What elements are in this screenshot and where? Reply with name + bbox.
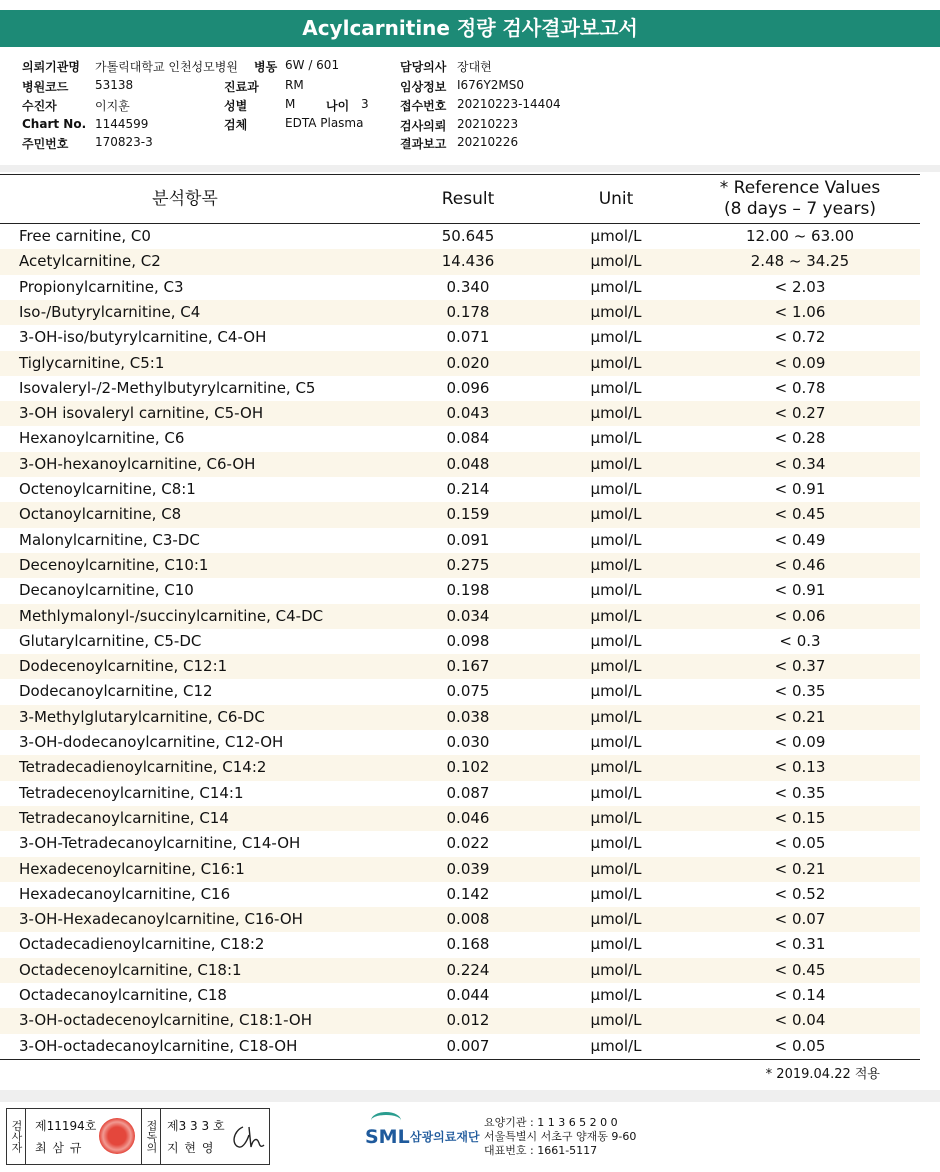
- unit-value: μmol/L: [590, 429, 642, 448]
- info-label: 진료과: [224, 80, 259, 94]
- unit-value: μmol/L: [590, 302, 642, 321]
- info-value: 장대현: [457, 60, 492, 74]
- analyte-name: Methlymalonyl-/succinylcarnitine, C4-DC: [19, 606, 324, 625]
- unit-value: μmol/L: [590, 859, 642, 878]
- unit-value: μmol/L: [590, 252, 642, 271]
- reference-value: < 0.09: [774, 353, 826, 372]
- reference-value: < 0.21: [774, 859, 826, 878]
- info-label: 결과보고: [400, 137, 447, 151]
- info-value: EDTA Plasma: [285, 116, 364, 130]
- signer-role-vertical: [7, 1109, 26, 1164]
- unit-value: μmol/L: [590, 277, 642, 296]
- result-value: 0.167: [446, 657, 490, 676]
- header-result: Result: [441, 188, 495, 209]
- analyte-name: Octenoylcarnitine, C8:1: [19, 480, 196, 498]
- analyte-name: 3-OH-octadecenoylcarnitine, C18:1-OH: [19, 1011, 313, 1030]
- table-row: [0, 300, 920, 325]
- reference-value: < 0.13: [774, 758, 826, 777]
- unit-value: μmol/L: [590, 707, 642, 726]
- table-row: [0, 502, 920, 527]
- analyte-name: Decenoylcarnitine, C10:1: [19, 555, 209, 574]
- info-label: 검체: [224, 118, 248, 132]
- table-row: [0, 857, 920, 882]
- analyte-name: Acetylcarnitine, C2: [19, 252, 161, 271]
- result-value: 0.275: [446, 555, 490, 574]
- result-value: 0.178: [446, 302, 490, 321]
- info-label: 병동: [254, 60, 278, 74]
- unit-value: μmol/L: [590, 910, 642, 929]
- analyte-name: Octadecenoylcarnitine, C18:1: [19, 960, 242, 979]
- table-row: [0, 755, 920, 780]
- reference-value: < 0.49: [774, 530, 826, 549]
- table-row: [0, 1034, 920, 1059]
- result-value: 0.046: [446, 808, 490, 827]
- result-value: 0.098: [446, 631, 490, 650]
- analyte-name: Free carnitine, C0: [19, 227, 151, 245]
- analyte-name: 3-OH isovaleryl carnitine, C5-OH: [19, 404, 264, 423]
- analyte-name: Octadecanoylcarnitine, C18: [19, 986, 227, 1004]
- info-value: 20210226: [457, 135, 519, 149]
- reader-name: 지 현 영: [167, 1141, 215, 1155]
- reference-value: < 0.52: [774, 884, 826, 903]
- reference-value: < 0.78: [774, 378, 826, 397]
- analyte-name: Tiglycarnitine, C5:1: [19, 353, 165, 372]
- result-value: 0.142: [446, 884, 490, 903]
- reference-value: < 0.15: [774, 808, 826, 827]
- info-value: 3: [361, 97, 369, 111]
- table-row: [0, 679, 920, 704]
- analyte-name: Dodecanoylcarnitine, C12: [19, 682, 213, 701]
- unit-value: μmol/L: [590, 834, 642, 853]
- analyte-name: Tetradecanoylcarnitine, C14: [19, 808, 229, 827]
- reader-role-vertical: [141, 1109, 161, 1164]
- reference-value: < 0.34: [774, 454, 826, 473]
- result-value: 0.091: [446, 530, 490, 549]
- patient-info: [0, 50, 940, 165]
- unit-value: μmol/L: [590, 783, 642, 802]
- analyte-name: Octadecadienoylcarnitine, C18:2: [19, 935, 265, 954]
- signer-license: 제11194호: [35, 1119, 97, 1133]
- table-row: [0, 831, 920, 856]
- analyte-name: Dodecenoylcarnitine, C12:1: [19, 657, 228, 676]
- analyte-name: 3-OH-iso/butyrylcarnitine, C4-OH: [19, 328, 267, 347]
- result-value: 0.214: [446, 480, 490, 498]
- table-row: [0, 983, 920, 1008]
- analyte-name: 3-Methylglutarylcarnitine, C6-DC: [19, 707, 265, 726]
- result-value: 14.436: [441, 252, 495, 271]
- reference-value: < 0.09: [774, 733, 826, 751]
- info-value: 6W / 601: [285, 58, 340, 72]
- result-value: 0.030: [446, 733, 490, 751]
- header-reference-line2: (8 days – 7 years): [724, 199, 876, 219]
- table-row: [0, 224, 920, 249]
- result-value: 0.034: [446, 606, 490, 625]
- analyte-name: Hexadecanoylcarnitine, C16: [19, 884, 231, 903]
- table-row: [0, 907, 920, 932]
- table-row: [0, 730, 920, 755]
- unit-value: μmol/L: [590, 935, 642, 954]
- reference-value: < 0.45: [774, 505, 826, 524]
- reference-value: < 0.35: [774, 783, 826, 802]
- reference-value: 2.48 ~ 34.25: [750, 252, 850, 271]
- reference-value: < 1.06: [774, 302, 826, 321]
- reference-value: < 0.35: [774, 682, 826, 701]
- header-item: 분석항목: [152, 188, 218, 209]
- analyte-name: Glutarylcarnitine, C5-DC: [19, 631, 202, 650]
- result-value: 0.084: [446, 429, 490, 448]
- result-value: 0.340: [446, 277, 490, 296]
- info-label: 의뢰기관명: [22, 60, 80, 74]
- result-value: 0.159: [446, 505, 490, 524]
- unit-value: μmol/L: [590, 682, 642, 701]
- reader-license: 제3 3 3 호: [167, 1119, 225, 1133]
- contact-line: 대표번호 : 1661-5117: [484, 1144, 598, 1157]
- result-value: 0.048: [446, 454, 490, 473]
- unit-value: μmol/L: [590, 404, 642, 423]
- result-value: 0.044: [446, 986, 490, 1004]
- reference-value: < 0.46: [774, 555, 826, 574]
- info-value: 이지훈: [95, 99, 130, 113]
- result-value: 0.038: [446, 707, 490, 726]
- contact-line: 서울특별시 서초구 양재동 9-60: [484, 1130, 637, 1143]
- reference-value: < 0.04: [774, 1011, 826, 1030]
- table-row: [0, 553, 920, 578]
- reference-value: < 0.91: [774, 480, 826, 498]
- table-row: [0, 477, 920, 502]
- table-row: [0, 604, 920, 629]
- unit-value: μmol/L: [590, 378, 642, 397]
- unit-value: μmol/L: [590, 328, 642, 347]
- info-value: 170823-3: [95, 135, 153, 149]
- table-row: [0, 806, 920, 831]
- reference-value: < 0.21: [774, 707, 826, 726]
- unit-value: μmol/L: [590, 960, 642, 979]
- unit-value: μmol/L: [590, 631, 642, 650]
- table-header: [0, 174, 920, 224]
- result-value: 0.075: [446, 682, 490, 701]
- unit-value: μmol/L: [590, 227, 642, 245]
- result-value: 0.039: [446, 859, 490, 878]
- analyte-name: Iso-/Butyrylcarnitine, C4: [19, 302, 201, 321]
- unit-value: μmol/L: [590, 606, 642, 625]
- table-row: [0, 781, 920, 806]
- header-unit: Unit: [598, 188, 634, 209]
- unit-value: μmol/L: [590, 1011, 642, 1030]
- info-label: 임상정보: [400, 80, 447, 94]
- info-value: I676Y2MS0: [457, 78, 525, 92]
- unit-value: μmol/L: [590, 530, 642, 549]
- unit-value: μmol/L: [590, 353, 642, 372]
- table-row: [0, 325, 920, 350]
- result-value: 0.008: [446, 910, 490, 929]
- header-reference-line1: * Reference Values: [719, 178, 881, 198]
- reference-footnote: * 2019.04.22 적용: [765, 1067, 880, 1082]
- analyte-name: 3-OH-dodecanoylcarnitine, C12-OH: [19, 733, 284, 751]
- table-row: [0, 452, 920, 477]
- info-value: 20210223: [457, 117, 519, 131]
- reference-value: < 0.45: [774, 960, 826, 979]
- reference-value: < 0.37: [774, 657, 826, 676]
- reference-value: < 0.3: [779, 631, 821, 650]
- reference-value: < 0.14: [774, 986, 826, 1004]
- reference-value: < 0.06: [774, 606, 826, 625]
- analyte-name: 3-OH-Hexadecanoylcarnitine, C16-OH: [19, 910, 303, 929]
- footer-divider: [0, 1090, 940, 1102]
- info-label: 수진자: [22, 99, 57, 113]
- info-label: 담당의사: [400, 60, 447, 74]
- analyte-name: Tetradecadienoylcarnitine, C14:2: [19, 758, 267, 777]
- result-value: 0.043: [446, 404, 490, 423]
- result-value: 0.198: [446, 581, 490, 600]
- unit-value: μmol/L: [590, 555, 642, 574]
- info-label: Chart No.: [22, 117, 87, 131]
- unit-value: μmol/L: [590, 454, 642, 473]
- analyte-name: 3-OH-octadecanoylcarnitine, C18-OH: [19, 1036, 298, 1055]
- analyte-name: Isovaleryl-/2-Methylbutyrylcarnitine, C5: [19, 378, 316, 397]
- analyte-name: 3-OH-Tetradecanoylcarnitine, C14-OH: [19, 834, 301, 853]
- section-divider: [0, 165, 940, 172]
- unit-value: μmol/L: [590, 808, 642, 827]
- result-value: 0.224: [446, 960, 490, 979]
- header-reference: [680, 175, 920, 223]
- signature-box: [6, 1108, 270, 1165]
- result-value: 0.020: [446, 353, 490, 372]
- info-value: 가톨릭대학교 인천성모병원: [95, 60, 238, 74]
- info-value: RM: [285, 78, 304, 92]
- table-row: [0, 578, 920, 603]
- info-label: 병원코드: [22, 80, 69, 94]
- table-row: [0, 376, 920, 401]
- signature-icon: [229, 1123, 265, 1151]
- logo-mark: SML: [365, 1126, 410, 1148]
- unit-value: μmol/L: [590, 1036, 642, 1055]
- unit-value: μmol/L: [590, 733, 642, 751]
- table-row: [0, 528, 920, 553]
- reference-value: < 0.05: [774, 1036, 826, 1055]
- signer-role: 검사자: [10, 1120, 23, 1153]
- result-value: 50.645: [441, 227, 495, 245]
- info-value: 53138: [95, 78, 134, 92]
- info-label: 성별: [224, 99, 248, 113]
- info-label: 접수번호: [400, 99, 447, 113]
- analyte-name: Hexadecenoylcarnitine, C16:1: [19, 859, 245, 878]
- unit-value: μmol/L: [590, 986, 642, 1004]
- reference-value: < 0.05: [774, 834, 826, 853]
- reference-value: < 0.31: [774, 935, 826, 954]
- table-row: [0, 629, 920, 654]
- analyte-name: Malonylcarnitine, C3-DC: [19, 530, 200, 549]
- report-title: Acylcarnitine 정량 검사결과보고서: [302, 16, 638, 40]
- table-row: [0, 1008, 920, 1033]
- unit-value: μmol/L: [590, 480, 642, 498]
- analyte-name: Hexanoylcarnitine, C6: [19, 429, 185, 448]
- reference-value: < 0.28: [774, 429, 826, 448]
- result-value: 0.102: [446, 758, 490, 777]
- result-value: 0.168: [446, 935, 490, 954]
- info-value: M: [285, 97, 296, 111]
- table-row: [0, 932, 920, 957]
- result-value: 0.012: [446, 1011, 490, 1030]
- table-row: [0, 958, 920, 983]
- info-label: 주민번호: [22, 137, 69, 151]
- table-bottom-rule: [0, 1059, 920, 1060]
- info-value: 20210223-14404: [457, 97, 561, 111]
- table-row: [0, 249, 920, 274]
- table-row: [0, 426, 920, 451]
- reference-value: < 2.03: [774, 277, 826, 296]
- result-value: 0.022: [446, 834, 490, 853]
- signer-name: 최 삼 규: [35, 1141, 83, 1155]
- unit-value: μmol/L: [590, 657, 642, 676]
- unit-value: μmol/L: [590, 581, 642, 600]
- analyte-name: 3-OH-hexanoylcarnitine, C6-OH: [19, 454, 256, 473]
- table-row: [0, 882, 920, 907]
- reference-value: < 0.91: [774, 581, 826, 600]
- reference-value: < 0.72: [774, 328, 826, 347]
- report-banner: [0, 0, 940, 47]
- reader-role: 접독의: [145, 1120, 158, 1153]
- contact-info: [484, 1116, 636, 1158]
- unit-value: μmol/L: [590, 758, 642, 777]
- table-row: [0, 654, 920, 679]
- reference-value: < 0.07: [774, 910, 826, 929]
- analyte-name: Tetradecenoylcarnitine, C14:1: [19, 783, 244, 802]
- table-row: [0, 705, 920, 730]
- table-row: [0, 401, 920, 426]
- contact-line: 요양기관 : 1 1 3 6 5 2 0 0: [484, 1116, 618, 1129]
- official-seal-icon: [99, 1118, 135, 1154]
- reference-value: < 0.27: [774, 404, 826, 423]
- analyte-name: Decanoylcarnitine, C10: [19, 581, 194, 600]
- unit-value: μmol/L: [590, 884, 642, 903]
- result-value: 0.007: [446, 1036, 490, 1055]
- analyte-name: Propionylcarnitine, C3: [19, 277, 184, 296]
- result-value: 0.096: [446, 378, 490, 397]
- info-label: 나이: [326, 99, 350, 113]
- result-value: 0.087: [446, 783, 490, 802]
- logo-text: 삼광의료재단: [410, 1130, 480, 1144]
- table-row: [0, 351, 920, 376]
- unit-value: μmol/L: [590, 505, 642, 524]
- table-row: [0, 275, 920, 300]
- analyte-name: Octanoylcarnitine, C8: [19, 505, 182, 524]
- info-label: 검사의뢰: [400, 119, 447, 133]
- result-value: 0.071: [446, 328, 490, 347]
- info-value: 1144599: [95, 117, 149, 131]
- reference-value: 12.00 ~ 63.00: [746, 227, 854, 245]
